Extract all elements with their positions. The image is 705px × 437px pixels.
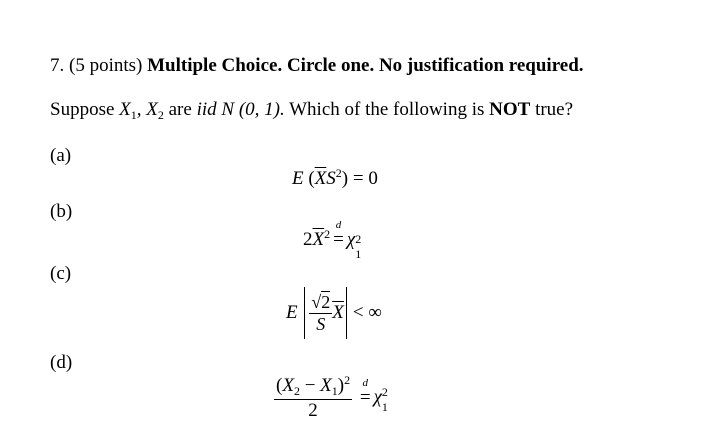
problem-number: 7. — [50, 55, 65, 76]
problem-instructions: Multiple Choice. Circle one. No justification required. — [147, 55, 584, 76]
q-true: true? — [530, 99, 574, 120]
formula-d: $\frac{(X_2 - X_1)^2}{2}$ d = χ 2 1 — [276, 373, 388, 421]
q-are: are — [163, 99, 197, 120]
problem-header — [50, 55, 584, 77]
option-label-a: (a) — [50, 145, 72, 166]
q-dist: N (0, 1). — [221, 99, 285, 120]
formula-c: E $\frac{√2}{S}$ $\overline{X}$ < ∞ — [286, 287, 382, 341]
q-which: Which of the following is — [284, 99, 490, 120]
q-not: NOT — [489, 99, 531, 120]
formula-b: $2\overline{X}^2$ d = χ 2 1 — [303, 219, 362, 261]
question-text — [50, 99, 573, 123]
option-label-b: (b) — [50, 201, 73, 222]
formula-a: E $(\overline{X}S^2) = 0$ — [292, 166, 378, 189]
option-label-d: (d) — [50, 352, 73, 373]
q-iid: iid — [196, 99, 217, 120]
q-vars: $X_1$, $X_2$ — [119, 99, 164, 122]
option-label-c: (c) — [50, 263, 72, 284]
problem-points: (5 points) — [69, 55, 143, 76]
q-suppose: Suppose — [50, 99, 120, 120]
